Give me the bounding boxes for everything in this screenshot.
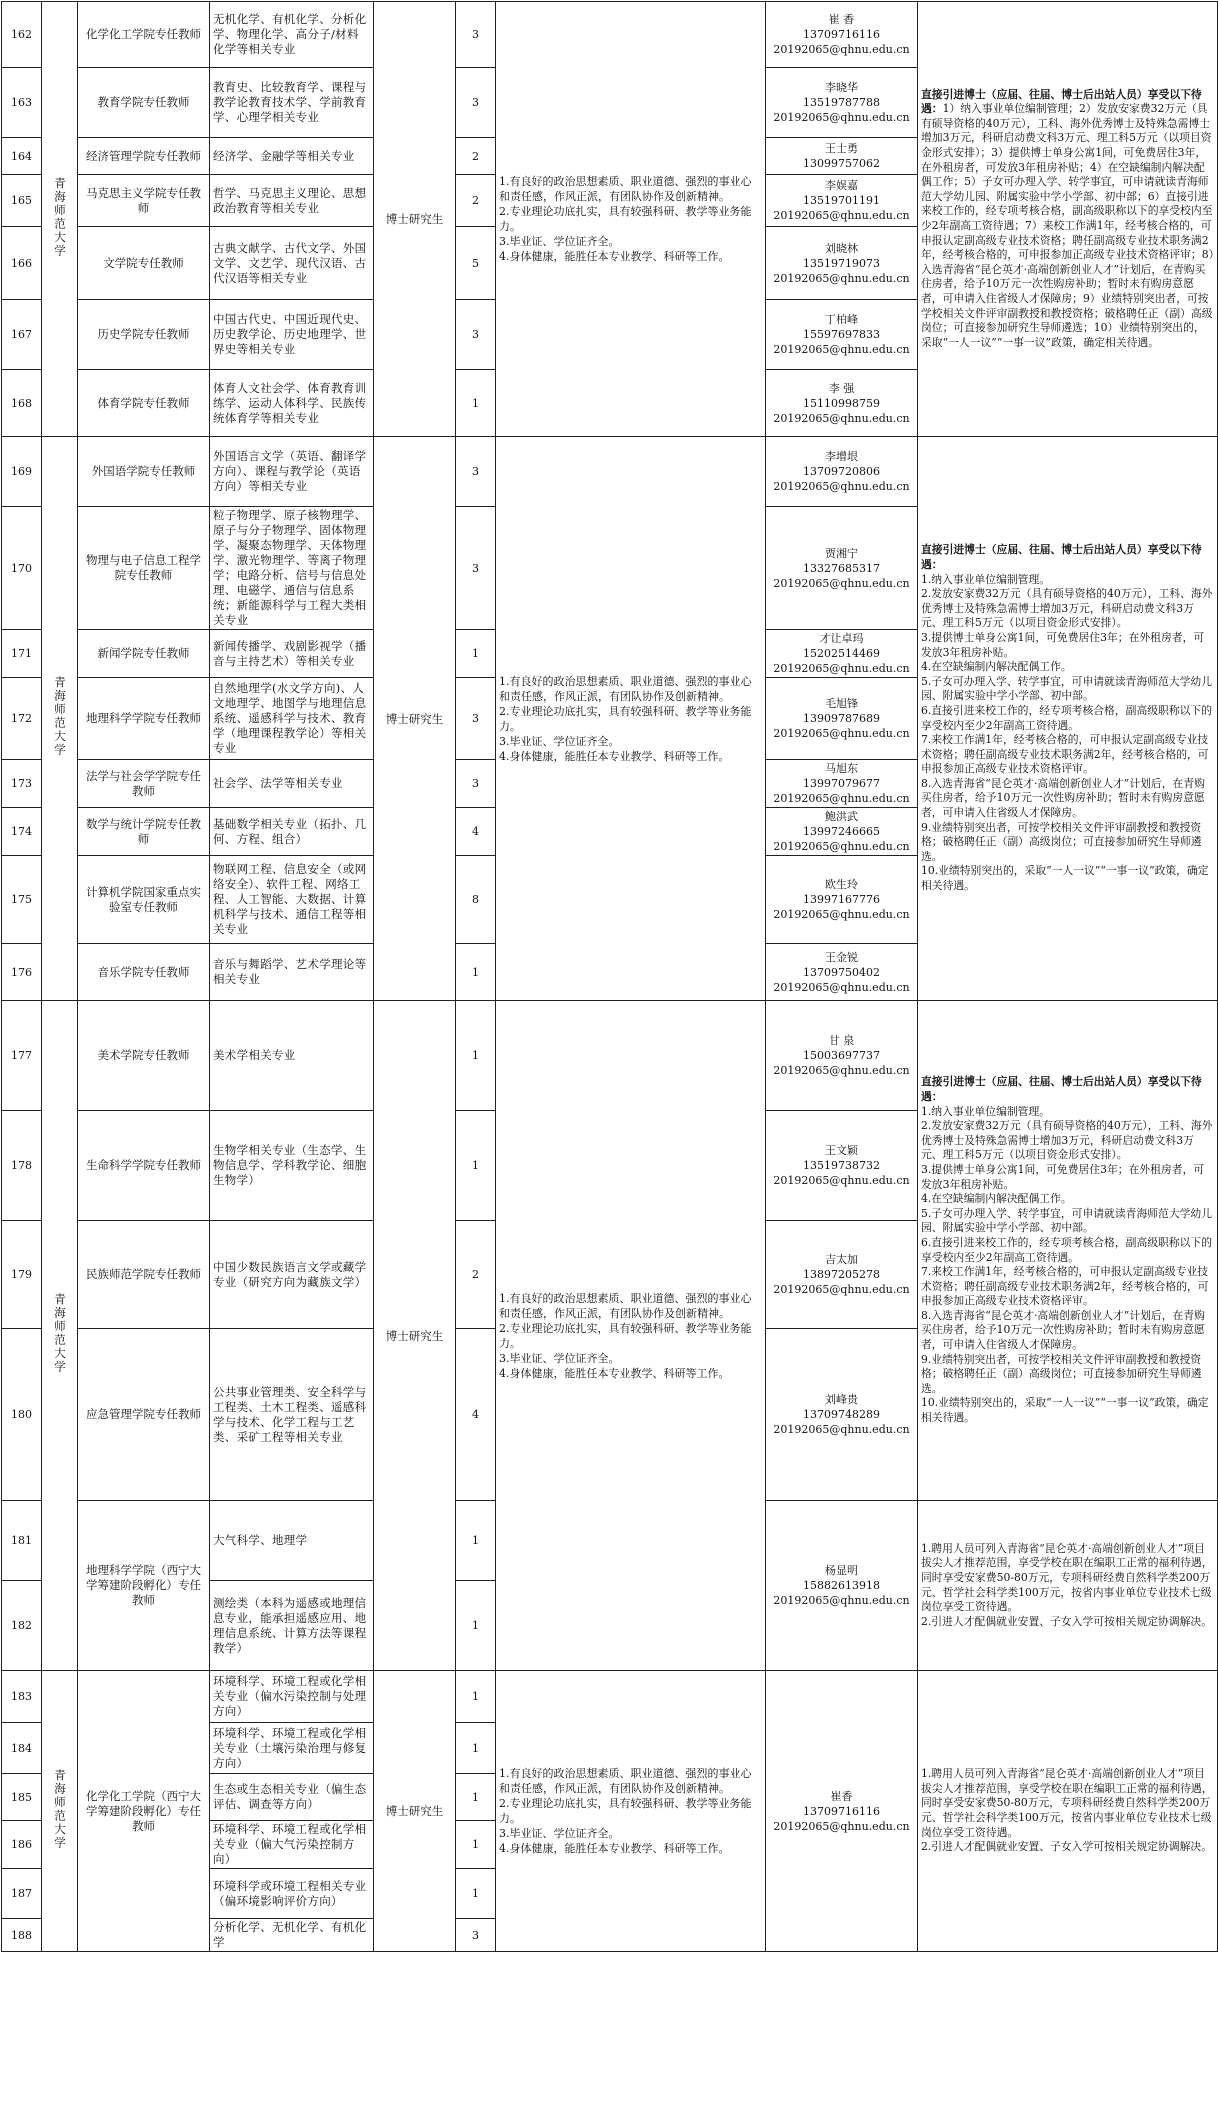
other-requirements [496,1671,766,1952]
hire-count: 1 [456,370,496,437]
major-requirement: 古典文献学、古代文学、外国文学、文艺学、现代汉语、古代汉语等相关专业 [210,227,374,300]
row-number: 183 [2,1671,42,1723]
hire-count: 3 [456,678,496,760]
contact-info [766,1671,918,1952]
major-requirement: 自然地理学(水文学方向)、人文地理学、地图学与地理信息系统、遥感科学与技术、教育学（地理课程教学论）等相关专业 [210,678,374,760]
contact-phone: 15597697833 [803,328,880,341]
benefit-item: 10.业绩特别突出的，采取“一人一议”“一事一议”政策，确定相关待遇。 [921,864,1209,893]
major-requirement: 中国少数民族语言文学或藏学专业（研究方向为藏族文学） [210,1221,374,1329]
benefit-item: 3.提供博士单身公寓1间，可免费居住3年；在外租房者，可发放3年租房补贴。 [921,630,1205,659]
contact-info [766,68,918,138]
other-requirements [496,1001,766,1671]
employer-cell [42,437,78,1001]
contact-person: 杨显明 [825,1564,858,1577]
contact-phone: 13519787788 [803,96,880,109]
row-number: 168 [2,370,42,437]
contact-person: 王金锐 [825,950,858,964]
requirement-item: 4.身体健康，能胜任本专业教学、科研等工作。 [499,1842,730,1855]
contact-email: 20192065@qhnu.edu.cn [773,1174,910,1187]
contact-phone: 13519719073 [803,256,880,270]
contact-person: 崔 香 [828,13,855,26]
contact-person: 李娱嘉 [825,179,858,192]
benefit-item: 2.发放安家费32万元（具有硕导资格的40万元），工科、海外优秀博士及特殊急需博士增加3万元，科研启动费文科3万元、理工科5万元（以项目资金形式安排）。 [921,587,1213,630]
benefits-heading: 直接引进博士（应届、往届、博士后出站人员）享受以下待遇： [921,543,1202,571]
other-requirements [496,2,766,437]
contact-info [766,944,918,1001]
row-number: 188 [2,1919,42,1952]
major-requirement: 新闻传播学、戏剧影视学（播音与主持艺术）等相关专业 [210,630,374,678]
major-requirement: 无机化学、有机化学、分析化学、物理化学、高分子/材料化学等相关专业 [210,2,374,68]
hire-count: 8 [456,856,496,944]
benefit-item: 1.纳入事业单位编制管理。 [921,572,1051,586]
contact-email: 20192065@qhnu.edu.cn [773,1423,910,1436]
contact-person: 王士勇 [825,142,858,155]
benefit-item: 2.引进人才配偶就业安置、子女入学可按相关规定协调解决。 [921,1614,1213,1628]
hire-count: 3 [456,437,496,507]
post-name: 应急管理学院专任教师 [78,1329,210,1501]
benefit-item: 9.业绩特别突出者，可按学校相关文件评审副教授和教授资格；破格聘任正（副）高级岗位；可直接参加研究生导师遴选。 [921,1352,1202,1395]
contact-person: 贾湘宁 [825,546,858,560]
benefit-item: 6.直接引进来校工作的，经专项考核合格，副高级职称以下的享受校内至少2年副高工资待遇。 [921,703,1213,732]
row-number: 176 [2,944,42,1001]
row-number: 186 [2,1821,42,1869]
post-name: 数学与统计学院专任教师 [78,808,210,856]
row-number: 165 [2,175,42,227]
contact-person: 甘 泉 [828,1034,855,1047]
benefits-heading: 直接引进博士（应届、往届、博士后出站人员）享受以下待遇： [921,87,1202,116]
contact-phone: 13997246665 [803,825,880,838]
major-requirement: 社会学、法学等相关专业 [210,760,374,808]
post-name: 经济管理学院专任教师 [78,138,210,175]
contact-phone: 13709750402 [803,965,880,979]
requirement-item: 4.身体健康，能胜任本专业教学、科研等工作。 [499,749,730,763]
post-name: 马克思主义学院专任教师 [78,175,210,227]
major-requirement: 环境科学、环境工程或化学相关专业（偏水污染控制与处理方向） [210,1671,374,1723]
major-requirement: 公共事业管理类、安全科学与工程类、土木工程类、遥感科学与技术、化学工程与工艺类、采矿工程等相关专业 [210,1329,374,1501]
major-requirement: 环境科学或环境工程相关专业（偏环境影响评价方向） [210,1869,374,1919]
hire-count: 1 [456,1501,496,1581]
contact-email: 20192065@qhnu.edu.cn [773,1819,910,1833]
contact-phone: 13709720806 [803,465,880,478]
requirement-item: 3.毕业证、学位证齐全。 [499,734,620,748]
requirement-item: 2.专业理论功底扎实，具有较强科研、教学等业务能力。 [499,1321,752,1350]
post-name: 民族师范学院专任教师 [78,1221,210,1329]
contact-email: 20192065@qhnu.edu.cn [773,271,910,285]
major-requirement: 环境科学、环境工程或化学相关专业（偏大气污染控制方向） [210,1821,374,1869]
requirement-item: 3.毕业证、学位证齐全。 [499,1351,620,1365]
contact-phone: 13709716116 [803,1804,880,1818]
requirement-item: 1.有良好的政治思想素质、职业道德、强烈的事业心和责任感，作风正派，有团队协作及创新精神。 [499,175,752,203]
row-number: 181 [2,1501,42,1581]
row-number: 184 [2,1723,42,1774]
post-name: 教育学院专任教师 [78,68,210,138]
contact-person: 吉太加 [825,1253,858,1266]
benefit-item: 7.来校工作满1年，经考核合格的，可申报认定副高级专业技术资格；聘任副高级专业技术职务满2年，经考核合格的，可申报参加正高级专业技术资格评审。 [921,1265,1209,1308]
major-requirement: 生物学相关专业（生态学、生物信息学、学科教学论、细胞生物学） [210,1111,374,1221]
education-requirement: 博士研究生 [374,1001,456,1671]
contact-info [766,227,918,300]
post-name: 计算机学院国家重点实验室专任教师 [78,856,210,944]
row-number: 173 [2,760,42,808]
contact-info [766,1001,918,1111]
hire-count: 1 [456,1869,496,1919]
benefits-heading: 直接引进博士（应届、往届、博士后出站人员）享受以下待遇： [921,1075,1202,1103]
contact-email: 20192065@qhnu.edu.cn [773,111,910,124]
major-requirement: 外国语言文学（英语、翻译学方向）、课程与教学论（英语方向）等相关专业 [210,437,374,507]
requirement-item: 4.身体健康，能胜任本专业教学、科研等工作。 [499,1366,730,1380]
hire-count: 2 [456,1221,496,1329]
employer-cell [42,2,78,437]
contact-email: 20192065@qhnu.edu.cn [773,43,910,56]
contact-info [766,300,918,370]
employer-name: 青海师范大学 [53,1293,67,1374]
benefit-item: 10.业绩特别突出的，采取“一人一议”“一事一议”政策，确定相关待遇。 [921,1396,1209,1425]
contact-info [766,437,918,507]
employer-name: 青海师范大学 [53,1768,67,1850]
benefit-item: 1.聘用人员可列入青海省“昆仑英才·高端创新创业人才”项目拔尖人才推荐范围，享受学校在职在编职工正常的福利待遇，同时享受安家费50-80万元，专项科研经费自然科学类200万元、哲学社会科学类100万元，按省内事业单位专业技术七级岗位享受工资待遇。 [921,1767,1213,1839]
contact-info [766,630,918,678]
hire-count: 3 [456,2,496,68]
benefit-item: 5.子女可办理入学、转学事宜，可申请就读青海师范大学幼儿园、附属实验中学小学部、初中部。 [921,1206,1213,1235]
contact-email: 20192065@qhnu.edu.cn [773,1064,910,1077]
contact-info [766,370,918,437]
major-requirement: 大气科学、地理学 [210,1501,374,1581]
requirement-item: 4.身体健康，能胜任本专业教学、科研等工作。 [499,250,730,263]
benefit-item: 3.提供博士单身公寓1间，可免费居住3年；在外租房者，可发放3年租房补贴。 [921,1162,1205,1191]
hire-count: 3 [456,760,496,808]
row-number: 179 [2,1221,42,1329]
contact-person: 毛旭锋 [825,697,858,710]
major-requirement: 环境科学、环境工程或化学相关专业（土壤污染治理与修复方向） [210,1723,374,1774]
post-name: 体育学院专任教师 [78,370,210,437]
benefits [918,1501,1218,1671]
education-requirement: 博士研究生 [374,2,456,437]
post-name: 美术学院专任教师 [78,1001,210,1111]
benefits [918,2,1218,437]
contact-phone: 15882613918 [803,1579,880,1592]
post-name: 地理科学学院（西宁大学筹建阶段孵化）专任教师 [78,1501,210,1671]
post-name: 生命科学学院专任教师 [78,1111,210,1221]
contact-email: 20192065@qhnu.edu.cn [773,840,910,853]
requirement-item: 2.专业理论功底扎实，具有较强科研、教学等业务能力。 [499,205,752,233]
employer-name: 青海师范大学 [53,676,67,757]
requirement-item: 3.毕业证、学位证齐全。 [499,1827,620,1840]
row-number: 169 [2,437,42,507]
major-requirement: 中国古代史、中国近现代史、历史教学论、历史地理学、世界史等相关专业 [210,300,374,370]
table-row [2,437,1218,507]
benefit-item: 2.发放安家费32万元（具有硕导资格的40万元），工科、海外优秀博士及特殊急需博士增加3万元，科研启动费文科3万元、理工科5万元（以项目资金形式安排）。 [921,1119,1213,1162]
hire-count: 1 [456,1671,496,1723]
contact-info [766,856,918,944]
contact-phone: 13997079677 [803,777,880,790]
row-number: 177 [2,1001,42,1111]
post-name: 外国语学院专任教师 [78,437,210,507]
requirement-item: 1.有良好的政治思想素质、职业道德、强烈的事业心和责任感，作风正派，有团队协作及创新精神。 [499,674,752,703]
row-number: 171 [2,630,42,678]
contact-email: 20192065@qhnu.edu.cn [773,792,910,805]
benefit-item: 2.引进人才配偶就业安置、子女入学可按相关规定协调解决。 [921,1840,1213,1854]
major-requirement: 哲学、马克思主义理论、思想政治教育等相关专业 [210,175,374,227]
contact-phone: 15202514469 [803,647,880,660]
hire-count: 4 [456,1329,496,1501]
hire-count: 1 [456,944,496,1001]
post-name: 化学化工学院专任教师 [78,2,210,68]
contact-email: 20192065@qhnu.edu.cn [773,480,910,493]
contact-email: 20192065@qhnu.edu.cn [773,980,910,994]
row-number: 185 [2,1774,42,1821]
contact-email: 20192065@qhnu.edu.cn [773,908,910,921]
contact-email: 20192065@qhnu.edu.cn [773,662,910,675]
benefit-item: 4.在空缺编制内解决配偶工作。 [921,1192,1072,1206]
benefit-item: 8.入选青海省“昆仑英才·高端创新创业人才”计划后，在青购买住房者，给予10万元一次性购房补助；暂时未有购房意愿者，可申请入住省级人才保障房。 [921,776,1205,820]
hire-count: 3 [456,507,496,630]
contact-info [766,1329,918,1501]
major-requirement: 美术学相关专业 [210,1001,374,1111]
contact-person: 马旭东 [825,762,858,775]
contact-email: 20192065@qhnu.edu.cn [773,1283,910,1296]
hire-count: 5 [456,227,496,300]
row-number: 180 [2,1329,42,1501]
table-row [2,1001,1218,1111]
contact-info [766,138,918,175]
benefit-item: 5.子女可办理入学、转学事宜，可申请就读青海师范大学幼儿园、附属实验中学小学部、初中部。 [921,674,1213,703]
contact-phone: 15003697737 [803,1049,880,1062]
contact-person: 丁柏峰 [825,313,858,326]
post-name: 新闻学院专任教师 [78,630,210,678]
hire-count: 1 [456,1111,496,1221]
contact-person: 李 强 [828,381,855,395]
contact-person: 才让卓玛 [819,632,864,645]
contact-person: 刘晓林 [825,241,858,255]
benefit-item: 9.业绩特别突出者，可按学校相关文件评审副教授和教授资格；破格聘任正（副）高级岗位；可直接参加研究生导师遴选。 [921,820,1202,863]
contact-person: 刘峰贵 [825,1393,858,1406]
contact-phone: 13897205278 [803,1268,880,1281]
row-number: 172 [2,678,42,760]
contact-info [766,2,918,68]
major-requirement: 教育史、比较教育学、课程与教学论教育技术学、学前教育学、心理学相关专业 [210,68,374,138]
row-number: 162 [2,2,42,68]
benefit-item: 1.纳入事业单位编制管理。 [921,1104,1051,1118]
contact-info [766,175,918,227]
table-row [2,2,1218,68]
contact-person: 鲍洪武 [825,810,858,823]
row-number: 175 [2,856,42,944]
post-name: 物理与电子信息工程学院专任教师 [78,507,210,630]
contact-info [766,1111,918,1221]
major-requirement: 生态或生态相关专业（偏生态评估、调查等方向） [210,1774,374,1821]
contact-info [766,760,918,808]
hire-count: 1 [456,1001,496,1111]
education-requirement: 博士研究生 [374,1671,456,1952]
contact-phone: 13519738732 [803,1159,880,1172]
contact-person: 崔香 [830,1789,853,1803]
requirement-item: 1.有良好的政治思想素质、职业道德、强烈的事业心和责任感，作风正派，有团队协作及创新精神。 [499,1291,752,1320]
table-row [2,1671,1218,1723]
contact-phone: 13997167776 [803,893,880,906]
contact-email: 20192065@qhnu.edu.cn [773,411,910,425]
requirement-item: 2.专业理论功底扎实，具有较强科研、教学等业务能力。 [499,1797,752,1825]
hire-count: 2 [456,138,496,175]
contact-person: 欧生玲 [825,878,858,891]
benefits [918,1671,1218,1952]
hire-count: 3 [456,68,496,138]
contact-person: 李增垠 [825,450,858,463]
row-number: 170 [2,507,42,630]
major-requirement: 粒子物理学、原子核物理学、原子与分子物理学、固体物理学、凝聚态物理学、天体物理学、激光物理学、等离子物理学；电路分析、信号与信息处理、电磁学、通信与信息系统；新能源科学与工程大类相关专业 [210,507,374,630]
contact-info [766,1221,918,1329]
hire-count: 1 [456,1581,496,1671]
hire-count: 2 [456,175,496,227]
row-number: 166 [2,227,42,300]
contact-phone: 13327685317 [803,561,880,575]
contact-info [766,507,918,630]
post-name: 文学院专任教师 [78,227,210,300]
employer-name: 青海师范大学 [53,176,67,258]
post-name: 法学与社会学学院专任教师 [78,760,210,808]
row-number: 163 [2,68,42,138]
benefit-item: 4.在空缺编制内解决配偶工作。 [921,660,1072,674]
post-name: 化学化工学院（西宁大学筹建阶段孵化）专任教师 [78,1671,210,1952]
hire-count: 1 [456,1821,496,1869]
employer-cell [42,1001,78,1671]
row-number: 167 [2,300,42,370]
row-number: 164 [2,138,42,175]
benefit-item: 8.入选青海省“昆仑英才·高端创新创业人才”计划后，在青购买住房者，给予10万元一次性购房补助；暂时未有购房意愿者，可申请入住省级人才保障房。 [921,1308,1205,1352]
hire-count: 4 [456,808,496,856]
benefits [918,437,1218,1001]
employer-cell [42,1671,78,1952]
hire-count: 1 [456,1723,496,1774]
major-requirement: 分析化学、无机化学、有机化学 [210,1919,374,1952]
major-requirement: 物联网工程、信息安全（或网络安全）、软件工程、网络工程、人工智能、大数据、计算机科学与技术、通信工程等相关专业 [210,856,374,944]
contact-phone: 13709716116 [803,28,880,41]
requirement-item: 1.有良好的政治思想素质、职业道德、强烈的事业心和责任感，作风正派，有团队协作及创新精神。 [499,1767,752,1795]
hire-count: 1 [456,1774,496,1821]
post-name: 地理科学学院专任教师 [78,678,210,760]
hire-count: 1 [456,630,496,678]
major-requirement: 音乐与舞蹈学、艺术学理论等相关专业 [210,944,374,1001]
recruitment-table [1,1,1218,1952]
row-number: 174 [2,808,42,856]
requirement-item: 2.专业理论功底扎实，具有较强科研、教学等业务能力。 [499,704,752,733]
education-requirement: 博士研究生 [374,437,456,1001]
row-number: 178 [2,1111,42,1221]
benefits [918,1001,1218,1501]
hire-count: 3 [456,1919,496,1952]
benefit-item: 7.来校工作满1年，经考核合格的，可申报认定副高级专业技术资格；聘任副高级专业技术职务满2年，经考核合格的，可申报参加正高级专业技术资格评审。 [921,733,1209,776]
contact-info [766,808,918,856]
major-requirement: 基础数学相关专业（拓扑、几何、方程、组合） [210,808,374,856]
contact-phone: 13909787689 [803,712,880,725]
contact-email: 20192065@qhnu.edu.cn [773,576,910,590]
contact-email: 20192065@qhnu.edu.cn [773,727,910,740]
requirement-item: 3.毕业证、学位证齐全。 [499,235,620,248]
contact-phone: 13519701191 [803,194,880,207]
contact-phone: 13099757062 [803,157,880,170]
hire-count: 3 [456,300,496,370]
post-name: 音乐学院专任教师 [78,944,210,1001]
benefits-text: 1）纳入事业单位编制管理；2）发放安家费32万元（具有硕导资格的40万元），工科、海外优秀博士及特殊急需博士增加3万元，科研启动费文科3万元、理工科5万元（以项目资金形式安排）；3）提供博士单身公寓1间，可免费居住3年，在外租房者，可发放3年租房补贴；4）在空缺编制内解决配偶工作；5）子女可办理入学、转学事宜，可申请就读青海师范大学幼儿园、附属实验中学小学部、初中部；6）直接引进来校工作的，经专项考核合格，副高级职称以下的享受校内至少2年副高工资待遇；7）来校工作满1年，经考核合格的，可申报认定副高级专业技术资格；聘任副高级专业技术职务满2年，经考核合格的，可申报参加正高级专业技术资格评审；8）入选青海省“昆仑英才·高端创新创业人才”计划后，在青购买住房者，给予10万元一次性购房补助；暂时未有购房意愿者，可申请入住省级人才保障房；9）业绩特别突出者，可按学校相关文件评审副教授和教授资格；破格聘任正（副）高级岗位；可直接参加研究生导师遴选；10）业绩特别突出的，采取“一人一议”“一事一议”政策，确定相关待遇。 [921,102,1214,349]
contact-phone: 15110998759 [803,396,880,410]
row-number: 187 [2,1869,42,1919]
contact-info [766,678,918,760]
benefit-item: 6.直接引进来校工作的，经专项考核合格，副高级职称以下的享受校内至少2年副高工资待遇。 [921,1235,1213,1264]
benefit-item: 1.聘用人员可列入青海省“昆仑英才·高端创新创业人才”项目拔尖人才推荐范围，享受学校在职在编职工正常的福利待遇，同时享受安家费50-80万元，专项科研经费自然科学类200万元、哲学社会科学类100万元，按省内事业单位专业技术七级岗位享受工资待遇。 [921,1541,1213,1614]
contact-phone: 13709748289 [803,1408,880,1421]
other-requirements [496,437,766,1001]
row-number: 182 [2,1581,42,1671]
major-requirement: 经济学、金融学等相关专业 [210,138,374,175]
contact-email: 20192065@qhnu.edu.cn [773,343,910,356]
contact-person: 王文颖 [825,1144,858,1157]
contact-email: 20192065@qhnu.edu.cn [773,209,910,222]
contact-person: 李晓华 [825,81,858,94]
contact-info [766,1501,918,1671]
major-requirement: 体育人文社会学、体育教育训练学、运动人体科学、民族传统体育学等相关专业 [210,370,374,437]
major-requirement: 测绘类（本科为遥感或地理信息专业，能承担遥感应用、地理信息系统、计算方法等课程教学） [210,1581,374,1671]
post-name: 历史学院专任教师 [78,300,210,370]
contact-email: 20192065@qhnu.edu.cn [773,1594,910,1607]
